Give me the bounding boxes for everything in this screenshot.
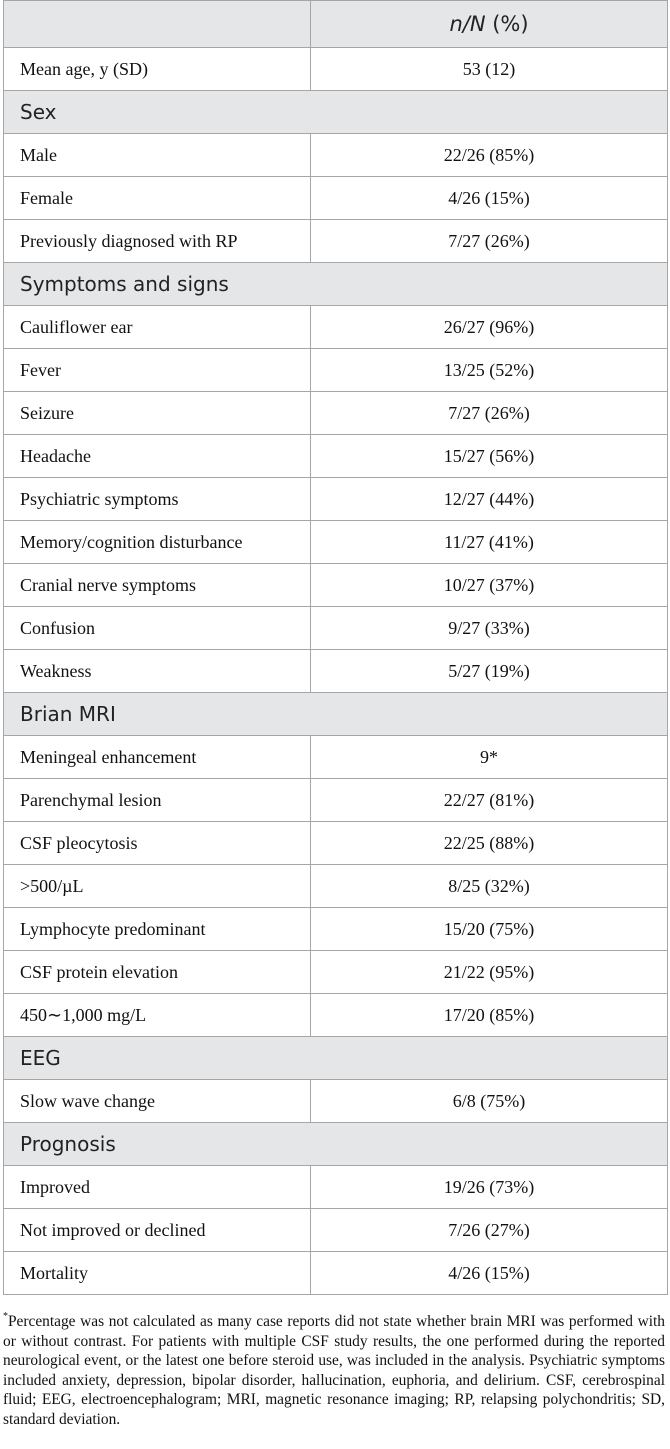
table-row xyxy=(4,1209,668,1252)
row-label: CSF pleocytosis xyxy=(4,822,311,865)
row-value: 7/27 (26%) xyxy=(311,392,668,435)
table-row xyxy=(4,306,668,349)
row-label: Female xyxy=(4,177,311,220)
row-value: 5/27 (19%) xyxy=(311,650,668,693)
section-row-sex xyxy=(4,91,668,134)
table-row xyxy=(4,908,668,951)
row-value: 22/26 (85%) xyxy=(311,134,668,177)
table-row xyxy=(4,951,668,994)
table-row xyxy=(4,822,668,865)
header-value-cell xyxy=(311,1,668,48)
section-title: Symptoms and signs xyxy=(4,263,668,306)
summary-table xyxy=(3,0,668,1295)
row-value: 22/27 (81%) xyxy=(311,779,668,822)
row-value: 19/26 (73%) xyxy=(311,1166,668,1209)
row-label: Mean age, y (SD) xyxy=(4,48,311,91)
row-value: 17/20 (85%) xyxy=(311,994,668,1037)
table-row xyxy=(4,48,668,91)
row-value: 7/27 (26%) xyxy=(311,220,668,263)
row-label: Confusion xyxy=(4,607,311,650)
section-title: Brian MRI xyxy=(4,693,668,736)
row-value: 53 (12) xyxy=(311,48,668,91)
table-row xyxy=(4,736,668,779)
row-value: 4/26 (15%) xyxy=(311,1252,668,1295)
table-footnote xyxy=(3,1312,665,1429)
table-row xyxy=(4,177,668,220)
row-label: 450∼1,000 mg/L xyxy=(4,994,311,1037)
row-value: 13/25 (52%) xyxy=(311,349,668,392)
row-label: Male xyxy=(4,134,311,177)
row-label: Lymphocyte predominant xyxy=(4,908,311,951)
row-label: Slow wave change xyxy=(4,1080,311,1123)
row-value: 22/25 (88%) xyxy=(311,822,668,865)
row-value: 21/22 (95%) xyxy=(311,951,668,994)
header-row xyxy=(4,1,668,48)
section-title: EEG xyxy=(4,1037,668,1080)
table-row xyxy=(4,134,668,177)
row-value: 9/27 (33%) xyxy=(311,607,668,650)
row-label: Cranial nerve symptoms xyxy=(4,564,311,607)
row-value: 10/27 (37%) xyxy=(311,564,668,607)
row-label: Weakness xyxy=(4,650,311,693)
row-label: Improved xyxy=(4,1166,311,1209)
table-row xyxy=(4,1166,668,1209)
table-row xyxy=(4,1080,668,1123)
header-label-cell xyxy=(4,1,311,48)
header-percent: (%) xyxy=(485,12,529,36)
table-row xyxy=(4,1252,668,1295)
table-row xyxy=(4,650,668,693)
table-row xyxy=(4,994,668,1037)
section-title: Prognosis xyxy=(4,1123,668,1166)
table-row xyxy=(4,865,668,908)
row-value: 6/8 (75%) xyxy=(311,1080,668,1123)
table-row xyxy=(4,607,668,650)
footnote-marker: * xyxy=(3,1311,8,1322)
row-value: 9* xyxy=(311,736,668,779)
row-value: 4/26 (15%) xyxy=(311,177,668,220)
row-label: Mortality xyxy=(4,1252,311,1295)
row-value: 7/26 (27%) xyxy=(311,1209,668,1252)
row-label: Not improved or declined xyxy=(4,1209,311,1252)
table-row xyxy=(4,392,668,435)
row-label: CSF protein elevation xyxy=(4,951,311,994)
section-row-eeg xyxy=(4,1037,668,1080)
table-row xyxy=(4,220,668,263)
row-value: 8/25 (32%) xyxy=(311,865,668,908)
section-row-symptoms xyxy=(4,263,668,306)
table-row xyxy=(4,564,668,607)
row-label: Previously diagnosed with RP xyxy=(4,220,311,263)
row-value: 26/27 (96%) xyxy=(311,306,668,349)
section-title: Sex xyxy=(4,91,668,134)
row-value: 15/27 (56%) xyxy=(311,435,668,478)
row-label: Psychiatric symptoms xyxy=(4,478,311,521)
footnote-text: Percentage was not calculated as many case reports did not state whether brain MRI was performed with or without contrast. For patients with multiple CSF study results, the one performed during the reported neurological event, or the latest one before steroid use, was included in the analysis. Psychiatric symptoms included anxiety, depression, bipolar disorder, hallucination, euphoria, and delirium. CSF, cerebrospinal fluid; EEG, electroencephalogram; MRI, magnetic resonance imaging; RP, relapsing polychondritis; SD, standard deviation. xyxy=(3,1313,665,1428)
table-row xyxy=(4,478,668,521)
row-value: 15/20 (75%) xyxy=(311,908,668,951)
row-label: Memory/cognition disturbance xyxy=(4,521,311,564)
table-row xyxy=(4,779,668,822)
table-row xyxy=(4,435,668,478)
section-row-prognosis xyxy=(4,1123,668,1166)
row-value: 12/27 (44%) xyxy=(311,478,668,521)
header-n-over-n: n/N xyxy=(449,12,486,36)
row-value: 11/27 (41%) xyxy=(311,521,668,564)
row-label: Meningeal enhancement xyxy=(4,736,311,779)
row-label: >500/µL xyxy=(4,865,311,908)
row-label: Seizure xyxy=(4,392,311,435)
section-row-mri xyxy=(4,693,668,736)
row-label: Parenchymal lesion xyxy=(4,779,311,822)
table-row xyxy=(4,349,668,392)
row-label: Headache xyxy=(4,435,311,478)
row-label: Fever xyxy=(4,349,311,392)
table-row xyxy=(4,521,668,564)
row-label: Cauliflower ear xyxy=(4,306,311,349)
